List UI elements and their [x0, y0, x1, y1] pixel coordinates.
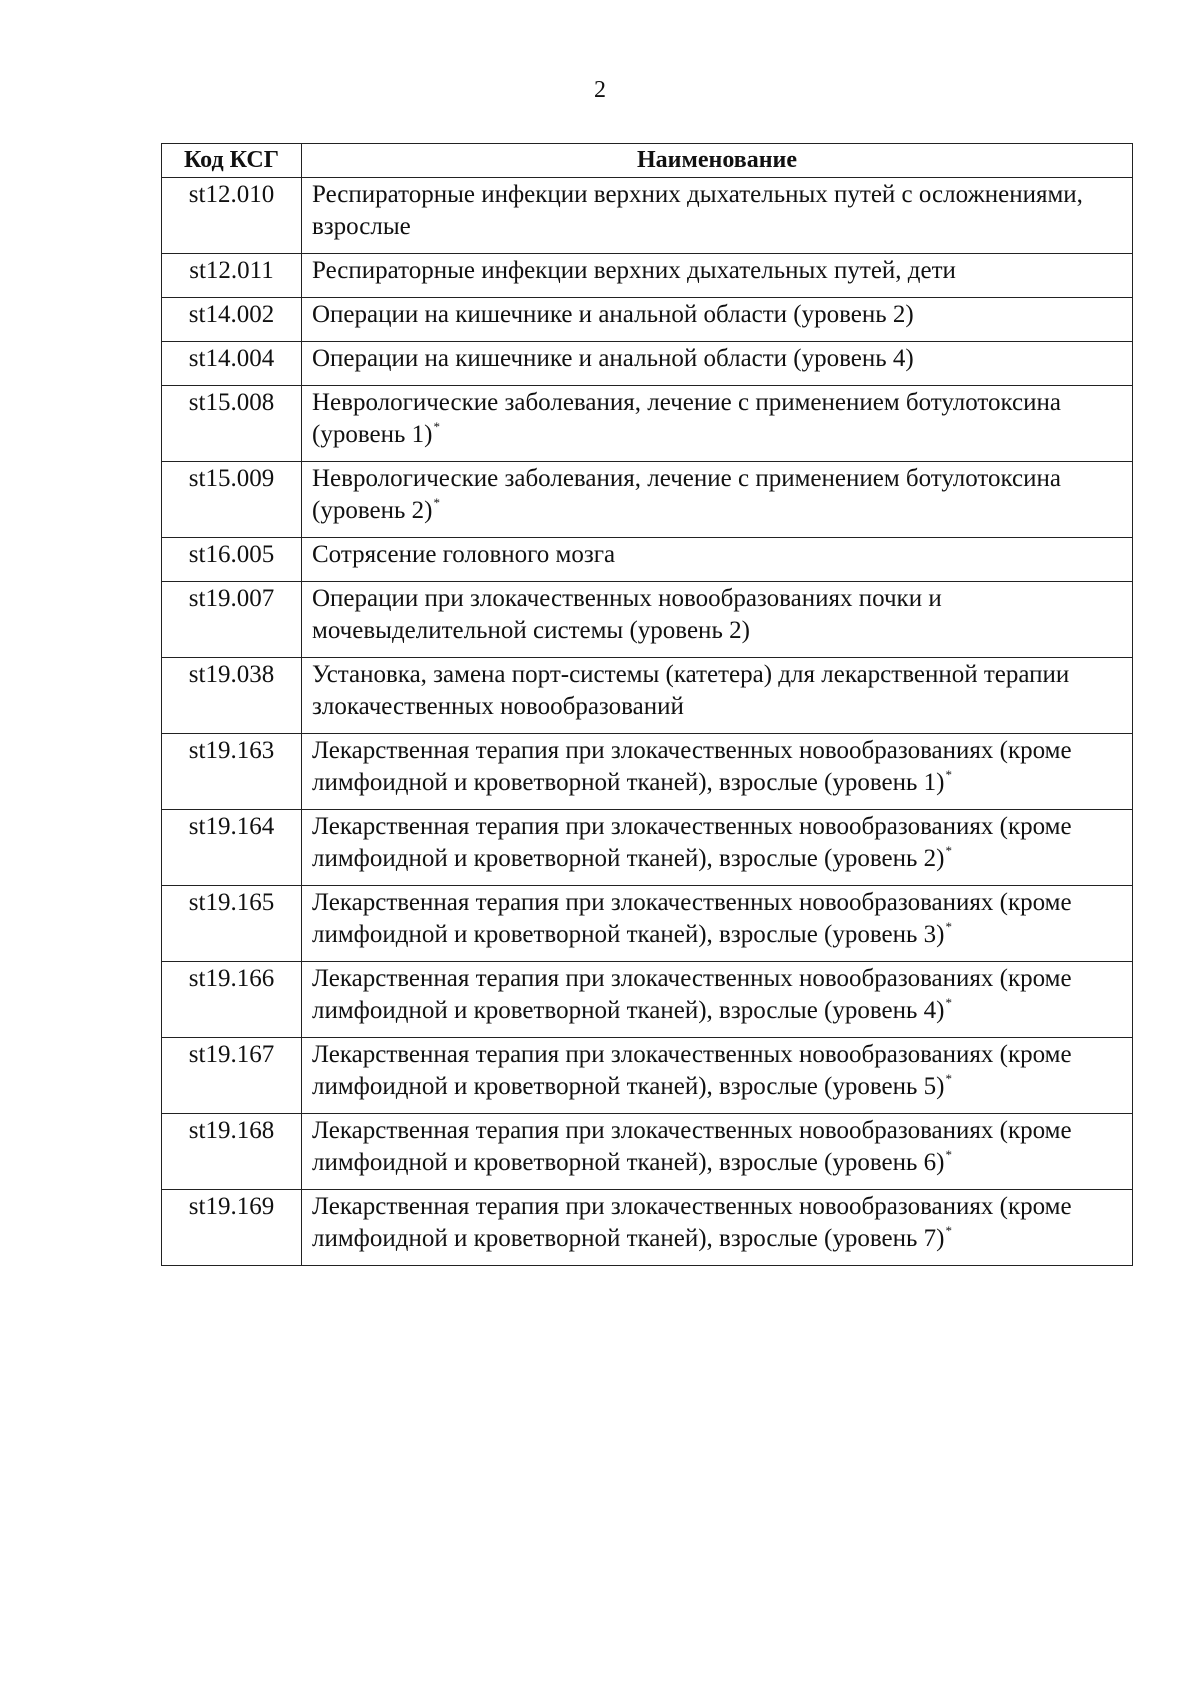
row-name: Сотрясение головного мозга	[312, 541, 616, 568]
table-row	[162, 886, 1133, 962]
table-header-row	[162, 144, 1133, 178]
row-name-cell	[302, 1038, 1133, 1114]
row-name: Неврологические заболевания, лечение с применением ботулотоксина (уровень 2)	[312, 465, 1061, 524]
table-row	[162, 1190, 1133, 1266]
row-name-cell	[302, 1114, 1133, 1190]
table-row	[162, 582, 1133, 658]
row-code: st14.002	[162, 298, 302, 342]
footnote-mark: *	[945, 767, 952, 782]
table-row	[162, 962, 1133, 1038]
row-name: Лекарственная терапия при злокачественных новообразованиях (кроме лимфоидной и кроветворной тканей), взрослые (уровень 7)	[312, 1193, 1072, 1252]
row-code: st19.165	[162, 886, 302, 962]
table-row	[162, 538, 1133, 582]
row-code: st16.005	[162, 538, 302, 582]
row-name: Операции на кишечнике и анальной области (уровень 4)	[312, 345, 914, 372]
row-code: st19.169	[162, 1190, 302, 1266]
header-code: Код КСГ	[162, 144, 302, 178]
row-code: st19.168	[162, 1114, 302, 1190]
row-name-cell	[302, 810, 1133, 886]
row-name-cell	[302, 178, 1133, 254]
row-name-cell	[302, 342, 1133, 386]
row-code: st12.011	[162, 254, 302, 298]
row-code: st15.008	[162, 386, 302, 462]
row-code: st19.038	[162, 658, 302, 734]
footnote-mark: *	[945, 1071, 952, 1086]
table-row	[162, 658, 1133, 734]
row-name: Лекарственная терапия при злокачественных новообразованиях (кроме лимфоидной и кроветворной тканей), взрослые (уровень 6)	[312, 1117, 1072, 1176]
row-name-cell	[302, 1190, 1133, 1266]
row-name: Лекарственная терапия при злокачественных новообразованиях (кроме лимфоидной и кроветворной тканей), взрослые (уровень 5)	[312, 1041, 1072, 1100]
page-number: 2	[594, 77, 606, 103]
row-name: Неврологические заболевания, лечение с применением ботулотоксина (уровень 1)	[312, 389, 1061, 448]
row-name-cell	[302, 658, 1133, 734]
row-name: Респираторные инфекции верхних дыхательных путей с осложнениями, взрослые	[312, 181, 1083, 240]
row-name: Операции на кишечнике и анальной области (уровень 2)	[312, 301, 914, 328]
row-name-cell	[302, 538, 1133, 582]
table-body	[162, 178, 1133, 1266]
footnote-mark: *	[433, 495, 440, 510]
footnote-mark: *	[945, 919, 952, 934]
footnote-mark: *	[945, 1223, 952, 1238]
table-row	[162, 254, 1133, 298]
row-name-cell	[302, 962, 1133, 1038]
row-code: st12.010	[162, 178, 302, 254]
table-row	[162, 1038, 1133, 1114]
row-name: Установка, замена порт-системы (катетера) для лекарственной терапии злокачественных новообразований	[312, 661, 1070, 720]
row-name-cell	[302, 886, 1133, 962]
row-name: Респираторные инфекции верхних дыхательных путей, дети	[312, 257, 956, 284]
row-code: st15.009	[162, 462, 302, 538]
row-name-cell	[302, 734, 1133, 810]
row-name-cell	[302, 298, 1133, 342]
row-name-cell	[302, 254, 1133, 298]
table-row	[162, 342, 1133, 386]
row-name: Лекарственная терапия при злокачественных новообразованиях (кроме лимфоидной и кроветворной тканей), взрослые (уровень 3)	[312, 889, 1072, 948]
table-row	[162, 734, 1133, 810]
row-name: Операции при злокачественных новообразованиях почки и мочевыделительной системы (уровень 2)	[312, 585, 942, 644]
row-code: st19.163	[162, 734, 302, 810]
row-name: Лекарственная терапия при злокачественных новообразованиях (кроме лимфоидной и кроветворной тканей), взрослые (уровень 1)	[312, 737, 1072, 796]
row-code: st19.164	[162, 810, 302, 886]
table-row	[162, 462, 1133, 538]
row-name: Лекарственная терапия при злокачественных новообразованиях (кроме лимфоидной и кроветворной тканей), взрослые (уровень 2)	[312, 813, 1072, 872]
row-name-cell	[302, 462, 1133, 538]
row-code: st19.007	[162, 582, 302, 658]
table-row	[162, 298, 1133, 342]
row-name-cell	[302, 582, 1133, 658]
ksg-table	[161, 143, 1133, 1266]
footnote-mark: *	[945, 995, 952, 1010]
row-code: st19.166	[162, 962, 302, 1038]
table-row	[162, 386, 1133, 462]
row-name: Лекарственная терапия при злокачественных новообразованиях (кроме лимфоидной и кроветворной тканей), взрослые (уровень 4)	[312, 965, 1072, 1024]
row-name-cell	[302, 386, 1133, 462]
table-row	[162, 178, 1133, 254]
header-name: Наименование	[302, 144, 1133, 178]
footnote-mark: *	[945, 843, 952, 858]
footnote-mark: *	[945, 1147, 952, 1162]
footnote-mark: *	[433, 419, 440, 434]
row-code: st14.004	[162, 342, 302, 386]
table-row	[162, 1114, 1133, 1190]
table-row	[162, 810, 1133, 886]
row-code: st19.167	[162, 1038, 302, 1114]
